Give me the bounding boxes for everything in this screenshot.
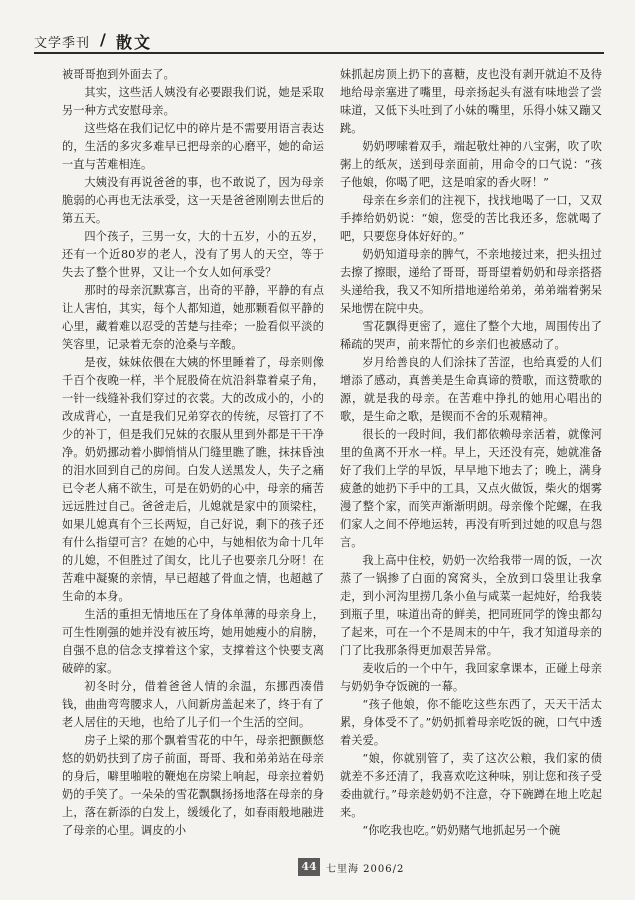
- page-footer: [0, 858, 635, 880]
- paragraph: 生活的重担无情地压在了身体单薄的母亲身上，可生性刚强的她并没有被压垮，她用她瘦小的肩膀，自强不息的信念支撑着这个家，支撑着这个快要支离破碎的家。: [62, 608, 324, 675]
- page-number: 44: [298, 858, 320, 876]
- paragraph: 是夜，妹妹依偎在大姨的怀里睡着了，母亲则像千百个夜晚一样，半个屁股倚在炕沿斜靠着桌子角，一针一线缝补我们穿过的衣裳。大的改成小的，小的改成背心，一直是我们兄弟穿衣的传统，尽管打了不少的补丁，但是我们兄妹的衣服从里到外都是干干净净。奶奶挪动着小脚悄悄从门缝里瞧了瞧，抹抹昏浊的泪水回到自己的房间。白发人送黑发人，失子之痛已令老人痛不欲生，可是在奶奶的心中，母亲的痛苦远远胜过自己。爸爸走后，儿媳就是家中的顶梁柱，如果儿媳真有个三长两短，自己好说，剩下的孩子还有什么指望可言？在她的心中，与她相依为命十几年的儿媳，不但胜过了闺女，比儿子也要亲几分呀！在苦难中凝聚的亲情，早已超越了骨血之情，也超越了生命的本身。: [62, 356, 324, 603]
- paragraph: 麦收后的一个中午，我回家拿课本，正碰上母亲与奶奶争夺饭碗的一幕。: [340, 662, 602, 693]
- paragraph: 其实，这些活人姨没有必要跟我们说，她是采取另一种方式安慰母亲。: [62, 86, 324, 117]
- paragraph: 奶奶知道母亲的脾气，不亲地接过来，把头扭过去擦了擦眼，递给了哥哥，哥哥望着奶奶和母亲搭搭头递给我，我又不知所措地递给弟弟，弟弟端着粥呆呆地愣在院中央。: [340, 248, 602, 315]
- article-body: [62, 66, 602, 866]
- paragraph: 这些烙在我们记忆中的碎片是不需要用语言表达的，生活的多灾多难早已把母亲的心磨平，她的命运一直与苦难相连。: [62, 122, 324, 171]
- journal-name: 文学季刊: [34, 36, 91, 51]
- header-separator: /: [100, 30, 106, 49]
- publication-issue: 七里海 2006/2: [326, 864, 405, 875]
- paragraph: 母亲在乡亲们的注视下，找找地喝了一口，又双手捧给奶奶说：“娘，您受的苦比我还多，您就喝了吧，只要您身体好好的。”: [340, 194, 602, 243]
- right-column: [340, 66, 602, 866]
- header-rule: [34, 52, 604, 54]
- left-column: [62, 66, 324, 866]
- paragraph: 那时的母亲沉默寡言，出奇的平静，平静的有点让人害怕，其实，每个人都知道，她那颗看似平静的心里，藏着难以忍受的苦楚与挂牵；一脸看似平淡的笑容里，记录着无奈的沧桑与辛酸。: [62, 284, 324, 351]
- paragraph: “你吃我也吃。”奶奶赌气地抓起另一个碗: [362, 824, 561, 837]
- paragraph: 岁月给善良的人们涂抹了苦涩，也给真爱的人们增添了感动，真善美是生命真谛的赞歌，而这赞歌的源，就是我的母亲。在苦难中挣扎的她用心唱出的歌，是生命之歌，是锲而不舍的乐观精神。: [340, 356, 602, 423]
- section-title: 散文: [116, 33, 153, 52]
- paragraph: 大姨没有再说爸爸的事，也不敢说了，因为母亲脆弱的心再也无法承受，这一天是爸爸刚刚去世后的第五天。: [62, 176, 324, 225]
- paragraph: 被哥哥抱到外面去了。: [62, 68, 175, 81]
- paragraph: “娘，你就别管了，卖了这次公粮，我们家的债就差不多还清了，我喜欢吃这种味，别让您和孩子受委曲就行。”母亲趁奶奶不注意，夺下碗蹲在地上吃起来。: [340, 752, 602, 819]
- paragraph: 初冬时分，借着爸爸人情的余温，东挪西凑借钱，曲曲弯弯腰求人，八间新房盖起来了，终于有了老人居住的天地，也给了儿子们一个生活的空间。: [62, 680, 324, 729]
- paragraph: 很长的一段时间，我们都依赖母亲活着，就像河里的鱼离不开水一样。早上，天还没有亮，她就准备好了我们上学的早饭，早早地下地去了；晚上，满身疲惫的她扔下手中的工具，又点火做饭，柴火的烟雾漫了整个家，而笑声渐渐明朗。母亲像个陀螺，在我们家人之间不停地运转，再没有听到过她的叹息与怨言。: [340, 428, 602, 549]
- paragraph: 四个孩子，三男一女，大的十五岁，小的五岁，还有一个近80岁的老人，没有了男人的天空，等于失去了整个世界，又让一个女人如何承受？: [62, 230, 324, 279]
- paragraph: 房子上梁的那个飘着雪花的中午，母亲把颤颤悠悠的奶奶扶到了房子前面，哥哥、我和弟弟站在母亲的身后，噼里啪啦的鞭炮在房梁上响起，母亲拉着奶奶的手笑了。一朵朵的雪花飘飘扬扬地落在母亲的身上，落在新添的白发上，缓缓化了，如春雨般地融进了母亲的心里。调皮的小: [62, 734, 324, 837]
- paragraph: 我上高中住校，奶奶一次给我带一周的饭，一次蒸了一锅掺了白面的窝窝头，全放到口袋里让我拿走，到小河沟里捞几条小鱼与咸菜一起炖好，给我装到瓶子里，味道出奇的鲜美，把同班同学的馋虫都勾了起来，可在一个不是周末的中午，我才知道母亲的门了比我那条得更加艰苦异常。: [340, 554, 602, 657]
- paragraph: 妹抓起房顶上扔下的喜糖，皮也没有剥开就迫不及待地给母亲塞进了嘴里，母亲扬起头有滋有味地尝了尝味道，又低下头吐到了小妹的嘴里，乐得小妹又蹦又跳。: [340, 68, 602, 135]
- paragraph: “孩子他娘，你不能吃这些东西了，天天干活太累，身体受不了。”奶奶抓着母亲吃饭的碗，口气中透着关爱。: [340, 698, 602, 747]
- paragraph: 奶奶啰嗦着双手，端起敬灶神的八宝粥，吹了吹粥上的纸灰，送到母亲面前，用命令的口气说：“孩子他娘，你喝了吧，这是咱家的香火呀！”: [340, 140, 602, 189]
- paragraph: 雪花飘得更密了，遮住了整个大地，周围传出了稀疏的哭声，前来帮忙的乡亲们也被感动了。: [340, 320, 602, 351]
- page-header: [34, 30, 604, 56]
